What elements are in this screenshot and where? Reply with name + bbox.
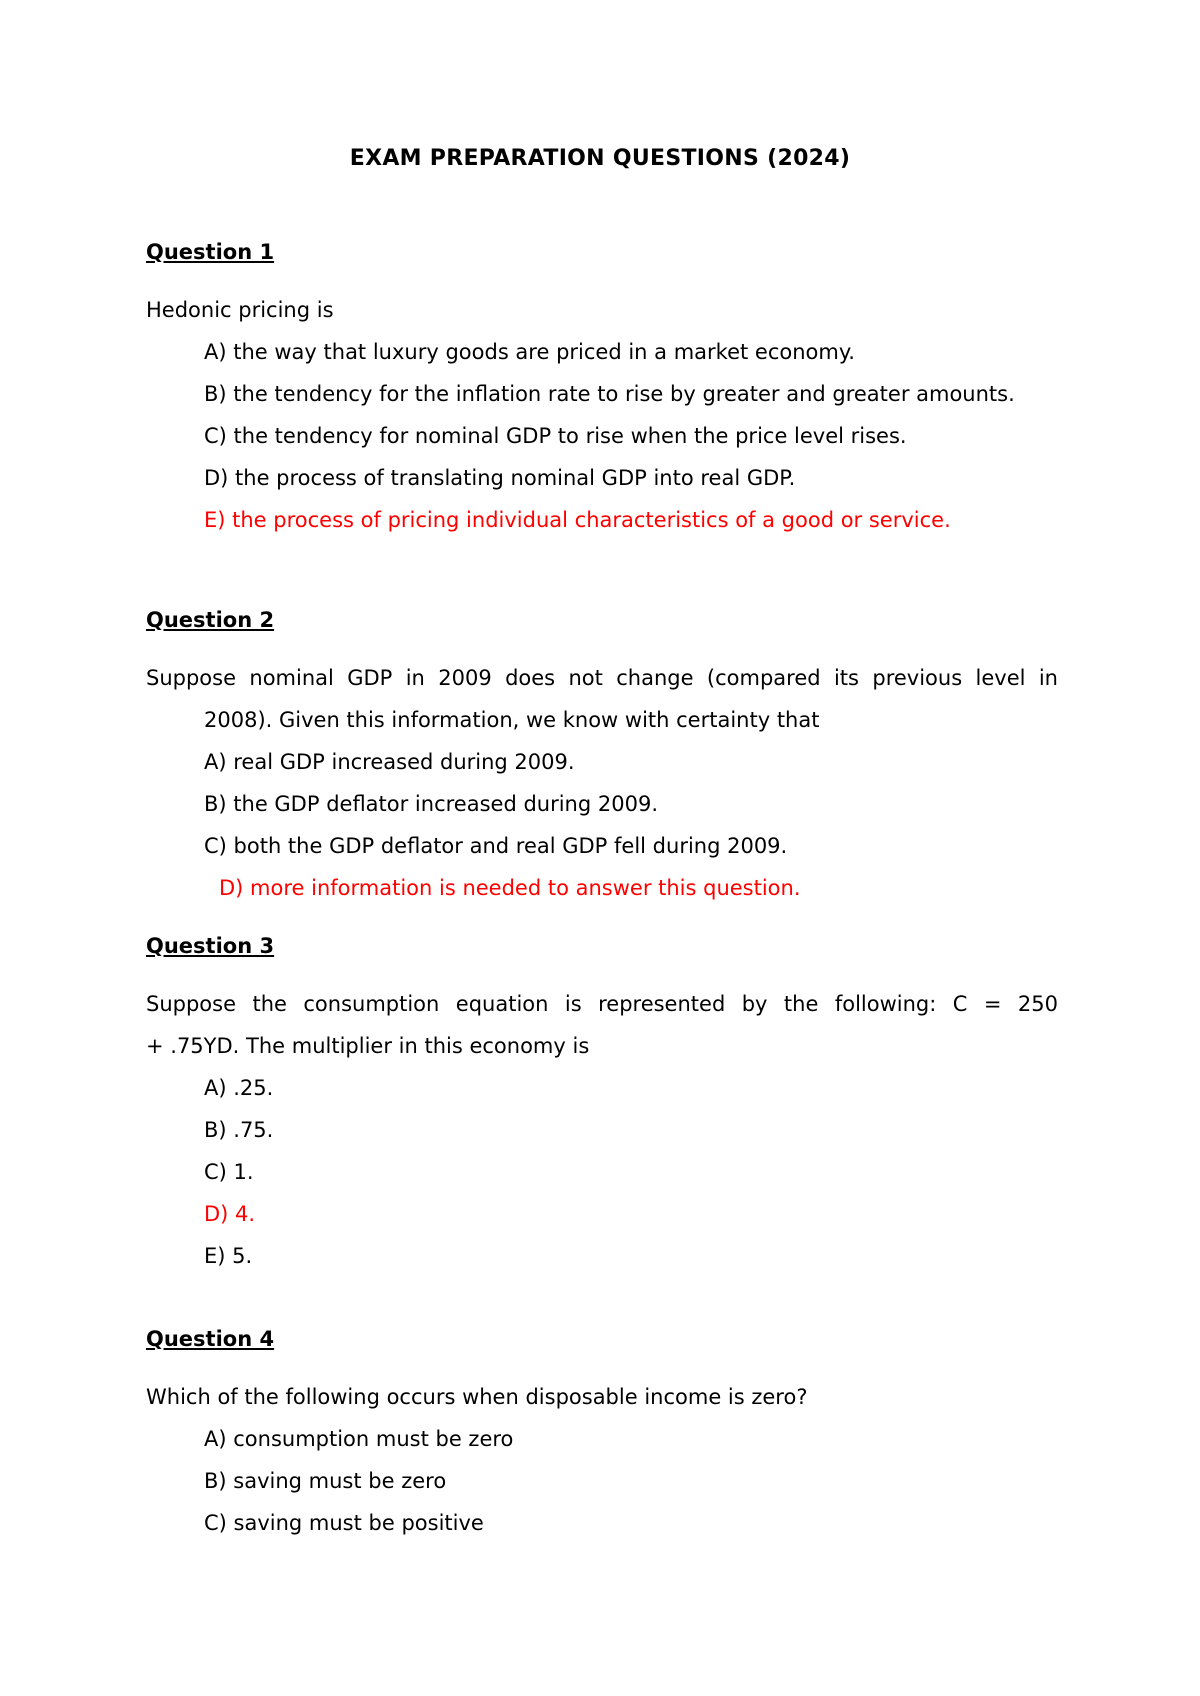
- question-1-heading: Question 1: [146, 240, 275, 264]
- question-1-option-d: D) the process of translating nominal GDP into real GDP.: [204, 466, 796, 490]
- question-3-stem-line-2: + .75YD. The multiplier in this economy is: [146, 1034, 590, 1058]
- question-1-stem: Hedonic pricing is: [146, 298, 334, 322]
- question-3-option-a: A) .25.: [204, 1076, 274, 1100]
- question-4-option-c: C) saving must be positive: [204, 1511, 484, 1535]
- question-3-stem-line-1: Suppose the consumption equation is represented by the following: C = 250: [146, 992, 1058, 1016]
- question-2-stem-line-1: Suppose nominal GDP in 2009 does not change (compared its previous level in: [146, 666, 1058, 690]
- question-2-option-a: A) real GDP increased during 2009.: [204, 750, 575, 774]
- question-1-option-c: C) the tendency for nominal GDP to rise when the price level rises.: [204, 424, 907, 448]
- question-3-option-c: C) 1.: [204, 1160, 254, 1184]
- question-2-stem-line-2: 2008). Given this information, we know with certainty that: [204, 708, 820, 732]
- question-2-option-d-correct: D) more information is needed to answer this question.: [219, 876, 801, 900]
- question-1-option-a: A) the way that luxury goods are priced in a market economy.: [204, 340, 855, 364]
- question-3-option-b: B) .75.: [204, 1118, 274, 1142]
- question-1-option-e-correct: E) the process of pricing individual characteristics of a good or service.: [204, 508, 951, 532]
- question-1-option-b: B) the tendency for the inflation rate to rise by greater and greater amounts.: [204, 382, 1015, 406]
- question-3-heading: Question 3: [146, 934, 275, 958]
- question-2-option-c: C) both the GDP deflator and real GDP fell during 2009.: [204, 834, 788, 858]
- question-4-option-a: A) consumption must be zero: [204, 1427, 514, 1451]
- question-4-heading: Question 4: [146, 1327, 275, 1351]
- question-3-option-d-correct: D) 4.: [204, 1202, 256, 1226]
- question-2-heading: Question 2: [146, 608, 275, 632]
- question-4-option-b: B) saving must be zero: [204, 1469, 447, 1493]
- question-4-stem: Which of the following occurs when disposable income is zero?: [146, 1385, 808, 1409]
- question-3-option-e: E) 5.: [204, 1244, 253, 1268]
- question-2-option-b: B) the GDP deflator increased during 2009.: [204, 792, 658, 816]
- page-title: EXAM PREPARATION QUESTIONS (2024): [349, 146, 851, 171]
